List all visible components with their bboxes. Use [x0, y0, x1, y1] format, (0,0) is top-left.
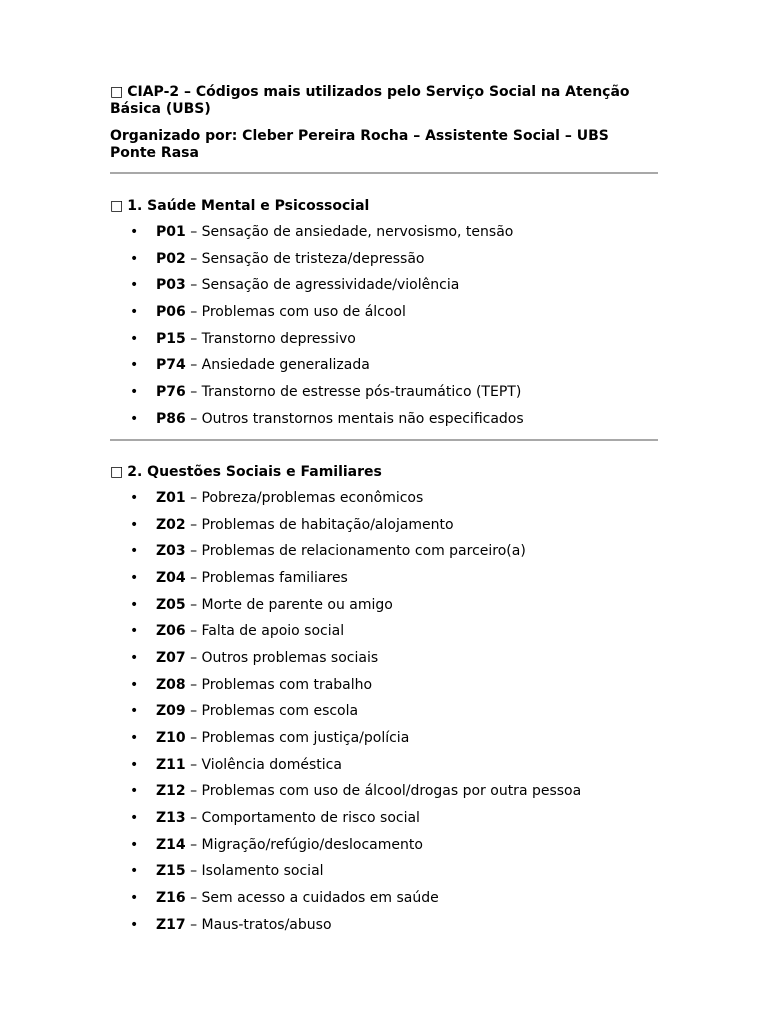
- horizontal-divider: [110, 172, 658, 174]
- list-item: [110, 357, 658, 374]
- document-author: Organizado por: Cleber Pereira Rocha – Assistente Social – UBS Ponte Rasa: [110, 128, 609, 161]
- missing-glyph-icon: □: [110, 84, 124, 100]
- code-description: – Problemas com escola: [185, 703, 359, 720]
- bullet-icon: •: [130, 810, 139, 827]
- bullet-icon: •: [130, 304, 139, 321]
- code-description: – Pobreza/problemas econômicos: [185, 489, 424, 506]
- list-item: [110, 251, 658, 268]
- bullet-icon: •: [130, 357, 139, 374]
- code-description: – Problemas de relacionamento com parceiro(a): [185, 543, 526, 560]
- bullet-icon: •: [130, 410, 139, 427]
- ciap-code: Z01: [156, 489, 186, 506]
- list-item: [110, 277, 658, 294]
- code-description: – Ansiedade generalizada: [185, 357, 370, 374]
- list-item: [110, 224, 658, 241]
- code-description: – Morte de parente ou amigo: [185, 596, 393, 613]
- code-description: – Outros problemas sociais: [185, 649, 379, 666]
- list-item: [110, 490, 658, 507]
- section-title-mental-health: [110, 198, 658, 215]
- ciap-code: P06: [156, 304, 186, 321]
- horizontal-divider: [110, 439, 658, 441]
- list-item: [110, 783, 658, 800]
- bullet-icon: •: [130, 224, 139, 240]
- code-list-mental-health: [110, 224, 658, 428]
- code-description: – Sensação de agressividade/violência: [185, 277, 460, 294]
- code-description: – Maus-tratos/abuso: [185, 916, 332, 933]
- section-title-text: 2. Questões Sociais e Familiares: [127, 463, 382, 480]
- bullet-icon: •: [130, 623, 139, 640]
- document-title: [110, 84, 658, 118]
- missing-glyph-icon: □: [110, 463, 124, 480]
- list-item: [110, 411, 658, 428]
- ciap-code: Z14: [156, 836, 186, 853]
- list-item: [110, 730, 658, 747]
- code-description: – Sensação de ansiedade, nervosismo, tensão: [185, 224, 514, 240]
- ciap-code: P76: [156, 384, 186, 401]
- list-item: [110, 650, 658, 667]
- bullet-icon: •: [130, 277, 139, 294]
- code-list-social-family: [110, 490, 658, 934]
- ciap-code: Z07: [156, 649, 186, 666]
- code-description: – Migração/refúgio/deslocamento: [185, 836, 423, 853]
- list-item: [110, 331, 658, 348]
- code-description: – Falta de apoio social: [185, 623, 345, 640]
- code-description: – Problemas com trabalho: [185, 676, 373, 693]
- list-item: [110, 757, 658, 774]
- ciap-code: Z02: [156, 516, 186, 533]
- bullet-icon: •: [130, 756, 139, 773]
- bullet-icon: •: [130, 569, 139, 586]
- missing-glyph-icon: □: [110, 198, 124, 214]
- bullet-icon: •: [130, 676, 139, 693]
- list-item: [110, 863, 658, 880]
- code-description: – Sem acesso a cuidados em saúde: [185, 890, 439, 907]
- ciap-code: Z15: [156, 863, 186, 880]
- list-item: [110, 384, 658, 401]
- bullet-icon: •: [130, 516, 139, 533]
- bullet-icon: •: [130, 916, 139, 933]
- bullet-icon: •: [130, 384, 139, 401]
- ciap-code: Z13: [156, 810, 186, 827]
- ciap-code: Z03: [156, 543, 186, 560]
- list-item: [110, 543, 658, 560]
- list-item: [110, 917, 658, 934]
- list-item: [110, 703, 658, 720]
- bullet-icon: •: [130, 543, 139, 560]
- ciap-code: Z09: [156, 703, 186, 720]
- section-title-text: 1. Saúde Mental e Psicossocial: [127, 198, 370, 214]
- code-description: – Transtorno depressivo: [185, 330, 356, 347]
- ciap-code: P03: [156, 277, 186, 294]
- code-description: – Outros transtornos mentais não especificados: [185, 410, 524, 427]
- ciap-code: P74: [156, 357, 186, 374]
- ciap-code: Z04: [156, 569, 186, 586]
- document-title-text: CIAP-2 – Códigos mais utilizados pelo Serviço Social na Atenção Básica (UBS): [110, 84, 630, 117]
- ciap-code: P02: [156, 250, 186, 267]
- list-item: [110, 837, 658, 854]
- list-item: [110, 570, 658, 587]
- ciap-code: P15: [156, 330, 186, 347]
- list-item: [110, 623, 658, 640]
- code-description: – Violência doméstica: [185, 756, 342, 773]
- list-item: [110, 517, 658, 534]
- ciap-code: Z17: [156, 916, 186, 933]
- bullet-icon: •: [130, 250, 139, 267]
- code-description: – Problemas de habitação/alojamento: [185, 516, 454, 533]
- code-description: – Problemas familiares: [185, 569, 348, 586]
- document-page: [110, 84, 658, 934]
- ciap-code: Z16: [156, 890, 186, 907]
- code-description: – Problemas com uso de álcool: [185, 304, 406, 321]
- bullet-icon: •: [130, 649, 139, 666]
- ciap-code: Z08: [156, 676, 186, 693]
- bullet-icon: •: [130, 489, 139, 506]
- ciap-code: Z11: [156, 756, 186, 773]
- ciap-code: Z05: [156, 596, 186, 613]
- bullet-icon: •: [130, 596, 139, 613]
- list-item: [110, 597, 658, 614]
- ciap-code: Z10: [156, 730, 186, 746]
- bullet-icon: •: [130, 730, 139, 746]
- code-description: – Problemas com uso de álcool/drogas por outra pessoa: [185, 783, 582, 800]
- code-description: – Sensação de tristeza/depressão: [185, 250, 425, 267]
- code-description: – Isolamento social: [185, 863, 324, 880]
- list-item: [110, 810, 658, 827]
- code-description: – Problemas com justiça/polícia: [185, 730, 410, 746]
- ciap-code: Z12: [156, 783, 186, 800]
- ciap-code: P86: [156, 410, 186, 427]
- list-item: [110, 677, 658, 694]
- ciap-code: Z06: [156, 623, 186, 640]
- code-description: – Comportamento de risco social: [185, 810, 420, 827]
- bullet-icon: •: [130, 863, 139, 880]
- ciap-code: P01: [156, 224, 186, 240]
- section-title-social-family: [110, 464, 658, 481]
- code-description: – Transtorno de estresse pós-traumático (TEPT): [185, 384, 522, 401]
- list-item: [110, 890, 658, 907]
- bullet-icon: •: [130, 890, 139, 907]
- bullet-icon: •: [130, 330, 139, 347]
- bullet-icon: •: [130, 783, 139, 800]
- bullet-icon: •: [130, 703, 139, 720]
- bullet-icon: •: [130, 836, 139, 853]
- list-item: [110, 304, 658, 321]
